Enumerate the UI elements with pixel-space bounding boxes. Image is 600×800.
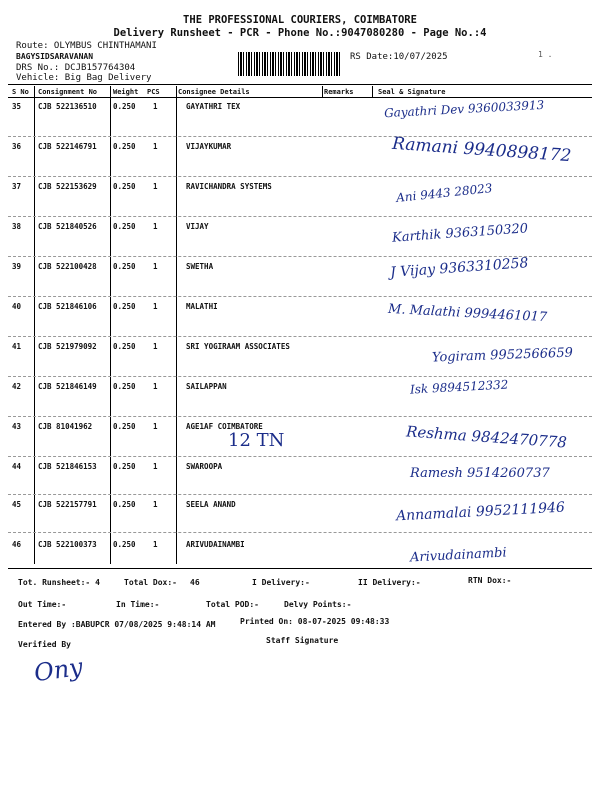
col-divider-2 — [110, 86, 111, 564]
ii-delivery: II Delivery:- — [358, 578, 421, 587]
row-weight: 0.250 — [113, 182, 136, 191]
row-sno: 40 — [12, 302, 22, 311]
staff-name: BAGYSIDSARAVANAN — [16, 52, 94, 61]
row-signature: Isk 9894512332 — [409, 377, 509, 397]
col-divider-4 — [322, 86, 323, 98]
col-divider-1 — [34, 86, 35, 564]
row-pcs: 1 — [153, 462, 158, 471]
row-sno: 41 — [12, 342, 22, 351]
row-sno: 44 — [12, 462, 22, 471]
row-consignee: MALATHI — [186, 302, 218, 311]
row-separator — [8, 136, 592, 137]
row-consignment: CJB 522100373 — [38, 540, 97, 549]
total-dox-value: 46 — [190, 578, 200, 587]
row-sno: 36 — [12, 142, 22, 151]
row-consignee: SEELA ANAND — [186, 500, 236, 509]
row-consignee: SWAROOPA — [186, 462, 223, 471]
rs-date: RS Date:10/07/2025 — [350, 52, 448, 62]
table-header-line — [8, 97, 592, 98]
row-signature: Arivudainambi — [409, 545, 507, 566]
staff-signature: Staff Signature — [266, 636, 339, 645]
row-pcs: 1 — [153, 182, 158, 191]
row-consignment: CJB 521979092 — [38, 342, 97, 351]
total-pod: Total POD:- — [206, 600, 259, 609]
col-weight: Weight — [113, 88, 139, 96]
verifier-signature: Ony — [32, 652, 85, 688]
row-consignment: CJB 522100428 — [38, 262, 97, 271]
delvy-points: Delvy Points:- — [284, 600, 352, 609]
company-title: THE PROFESSIONAL COURIERS, COIMBATORE — [183, 14, 417, 26]
barcode — [238, 52, 340, 76]
row-consignment: CJB 522153629 — [38, 182, 97, 191]
row-separator — [8, 336, 592, 337]
row-separator — [8, 494, 592, 495]
row-pcs: 1 — [153, 142, 158, 151]
row-signature: Yogiram 9952566659 — [431, 345, 574, 366]
row-weight: 0.250 — [113, 302, 136, 311]
row-pcs: 1 — [153, 102, 158, 111]
row-weight: 0.250 — [113, 342, 136, 351]
row-signature: Ramani 9940898172 — [391, 133, 573, 167]
row-sno: 46 — [12, 540, 22, 549]
row-sno: 35 — [12, 102, 22, 111]
route-line: Route: OLYMBUS CHINTHAMANI — [16, 41, 157, 51]
row-sno: 38 — [12, 222, 22, 231]
total-dox-label: Total Dox:- — [124, 578, 177, 587]
row-consignee: RAVICHANDRA SYSTEMS — [186, 182, 272, 191]
col-divider-5 — [372, 86, 373, 98]
row-pcs: 1 — [153, 540, 158, 549]
row-consignee: SWETHA — [186, 262, 214, 271]
col-sno: S No — [12, 88, 29, 96]
row-weight: 0.250 — [113, 382, 136, 391]
row-sno: 42 — [12, 382, 22, 391]
col-pcs: PCS — [147, 88, 160, 96]
row-consignee: GAYATHRI TEX — [186, 102, 241, 111]
row-sno: 43 — [12, 422, 22, 431]
row-consignment: CJB 522157791 — [38, 500, 97, 509]
row-signature: Gayathri Dev 9360033913 — [383, 97, 545, 121]
row-signature: Reshma 9842470778 — [405, 422, 568, 452]
i-delivery: I Delivery:- — [252, 578, 310, 587]
row-weight: 0.250 — [113, 422, 136, 431]
row-consignment: CJB 521846153 — [38, 462, 97, 471]
row-signature: Karthik 9363150320 — [391, 221, 529, 246]
row-sno: 45 — [12, 500, 22, 509]
row-consignee: VIJAY — [186, 222, 209, 231]
row-sno: 39 — [12, 262, 22, 271]
vehicle-line: Vehicle: Big Bag Delivery — [16, 73, 152, 83]
row-consignee: SRI YOGIRAAM ASSOCIATES — [186, 342, 290, 351]
row-signature: J Vijay 9363310258 — [389, 255, 529, 281]
row-weight: 0.250 — [113, 222, 136, 231]
col-remarks: Remarks — [324, 88, 354, 96]
row-separator — [8, 456, 592, 457]
row-weight: 0.250 — [113, 500, 136, 509]
row-consignee: AGE1AF COIMBATORE — [186, 422, 263, 431]
table-top-line — [8, 84, 592, 85]
rtn-dox: RTN Dox:- — [468, 576, 512, 585]
row-pcs: 1 — [153, 382, 158, 391]
row-pcs: 1 — [153, 422, 158, 431]
row-consignee: ARIVUDAINAMBI — [186, 540, 245, 549]
row-separator — [8, 176, 592, 177]
row-signature: M. Malathi 9994461017 — [387, 301, 548, 326]
row-pcs: 1 — [153, 302, 158, 311]
row-signature: Annamalai 9952111946 — [395, 499, 566, 525]
row-signature: Ramesh 9514260737 — [410, 466, 550, 481]
row-consignment: CJB 521846149 — [38, 382, 97, 391]
row-consignment: CJB 522136510 — [38, 102, 97, 111]
row-remark-note: 12 TN — [228, 430, 285, 451]
row-pcs: 1 — [153, 500, 158, 509]
tot-runsheet: Tot. Runsheet:- 4 — [18, 578, 100, 587]
row-weight: 0.250 — [113, 102, 136, 111]
row-sno: 37 — [12, 182, 22, 191]
row-separator — [8, 532, 592, 533]
verified-by: Verified By — [18, 640, 71, 649]
row-pcs: 1 — [153, 342, 158, 351]
row-separator — [8, 296, 592, 297]
out-time: Out Time:- — [18, 600, 67, 609]
row-weight: 0.250 — [113, 262, 136, 271]
row-pcs: 1 — [153, 262, 158, 271]
printed-on: Printed On: 08-07-2025 09:48:33 — [240, 617, 390, 626]
runsheet-subtitle: Delivery Runsheet - PCR - Phone No.:9047080280 - Page No.:4 — [113, 27, 487, 39]
row-weight: 0.250 — [113, 462, 136, 471]
row-consignee: SAILAPPAN — [186, 382, 227, 391]
col-consignee: Consignee Details — [178, 88, 250, 96]
row-consignment: CJB 81041962 — [38, 422, 93, 431]
row-separator — [8, 416, 592, 417]
drs-number: DRS No.: DCJB157764304 — [16, 63, 136, 73]
row-signature: Ani 9443 28023 — [395, 180, 494, 206]
col-signature: Seal & Signature — [378, 88, 446, 96]
row-weight: 0.250 — [113, 142, 136, 151]
row-weight: 0.250 — [113, 540, 136, 549]
side-mark: 1 . — [538, 50, 553, 59]
row-pcs: 1 — [153, 222, 158, 231]
row-consignment: CJB 521846106 — [38, 302, 97, 311]
in-time: In Time:- — [116, 600, 160, 609]
row-separator — [8, 216, 592, 217]
col-consignment: Consignment No — [38, 88, 98, 96]
row-consignment: CJB 522146791 — [38, 142, 97, 151]
row-consignee: VIJAYKUMAR — [186, 142, 232, 151]
table-bottom-line — [8, 568, 592, 569]
entered-by: Entered By :BABUPCR 07/08/2025 9:48:14 AM — [18, 620, 216, 629]
col-divider-3 — [176, 86, 177, 564]
row-consignment: CJB 521840526 — [38, 222, 97, 231]
